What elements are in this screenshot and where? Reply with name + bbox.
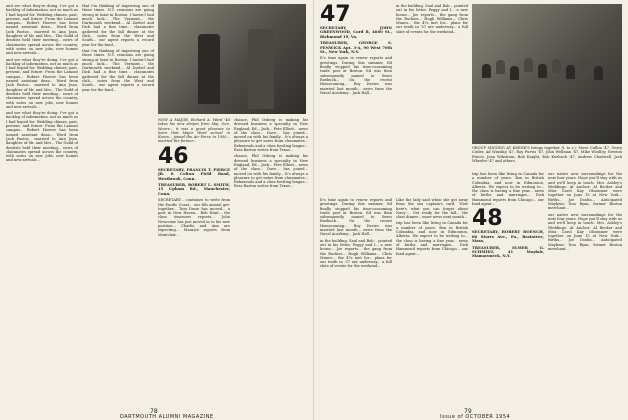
class-48-secretary: SECRETARY, ROBERT BOENCH, 86 Storrs Ave., Pa., Braintree, Mass. [472,229,544,244]
right-col1-text: It's time again to renew reports and greetings. During this summer, Ed finally stopped his time-consuming trade post at Boston. Ed was then subsequently named to Sears Roebuck... On the recent Homecoming... Roy Davies was married last month... news from the Naval Academy... Jack Hall... [320,56,392,95]
right-column-1 [320,4,392,194]
right-col4-text-repeat: our native new surroundings for the next four years. Hope you'll stay with us and we'll keep in touch. Mrs. Ashley's Weddings: At Anchor: Al Becker and Miss Carol Kay Olsommer were together on June 15 at New York... Births... Joe Doolin... Anticipated Mayhem: Don Ryan, former Boston merchant... [548,212,622,252]
left-page-number: 78 [150,408,158,415]
left-col1-text-repeat-2: and see what they're doing. I've got a backlog of information, not as much as I had hoped for. Wedding chimes, past, present, and future: From the Lamont campus... Robert Hoover has been named assistant dean... Word from Jack Pastor... married to Ann Jean, daughter of Mr. and Mrs... The Guild of dentists held their meeting... news of classmates spread across the country, with notes on new jobs, new homes and new arrivals... [6,111,78,163]
right-column-2 [396,4,468,194]
class-year-46: 46 [158,143,189,169]
right-column-2-lower [396,198,468,408]
class-46-treasurer: TREASURER, ROBERT L. SMITH, 15 Upham Rd., Manchester, Conn. [158,182,230,196]
singer-8 [580,61,589,75]
left-column-3 [158,118,230,408]
officer-figure-left [198,34,220,104]
right-col3-text: trip has been like living in Canada for a number of years. Box in British Columbia, and now in Edmonton, Alberta. We expect to be writing to... the class is having a fine year... news of births and marriages... Dick Hammond reports from Chicago... our fund agent... [472,172,544,207]
singer-5 [538,64,547,78]
left-col2-text-repeat: that I'm thinking of improving one of these times. N.Y. reunions are going strong at least in Boston. I haven't had much luck... The Vermont... the Dartmouth weekend... Al Zoebel and Dick had a fine time... classmates gathered for the fall dinner at the club... notes from the West and South... our agent reports a record year for the fund... [82,48,154,92]
class-year-47: 47 [320,4,351,27]
right-col2-lower-text: Like the lady said when she got away from the sea captain's card, 'Now here's what you can forget about Navy.'... Get ready for the fall... the class dinner... more news next month... [396,198,468,220]
singer-6 [552,59,561,73]
singer-3 [510,66,519,80]
left-col4-text-repeat: chance, Phil Osberg is making his dressed business a specialty in New England; Ed... Jack... Pete Elliott... news of the class... Dave... has joined... moved on with his family... It's always a pleasure to get notes from classmates... Rehearsals and a class bowling league... Ross Barton writes from Texas... [234,154,308,189]
photo-caption: NOW A MAJOR, Richard A. Ward '46 takes his new stripes from Maj. Gen. Moore... it was a great pleasure to learn that Major Ward served in Korea... joined the Air Force in 1950... married the former... [158,118,230,144]
singer-2 [496,60,505,74]
right-col1-lower-text-2: in the building. Saul and Bob... pointed out in his letter. Peggy and I... a new house... Joe reports... the gang from the Rockies... Hugh Williams... Chris Munro... the 47s met for... plans for our tenth in '57 are underway... a full slate of events for the weekend... [320,238,392,269]
right-col2-text: in the building. Saul and Bob... pointed out in his letter. Peggy and I... a new house... Joe reports... the gang from the Rockies... Hugh Williams... Chris Munro... the 47s met for... plans for our tenth in '57 are underway... a full slate of events for the weekend... [396,4,468,34]
right-page [314,0,628,420]
left-col4-text: chance, Phil Osberg is making his dressed business a specialty in New England; Ed... Jack... Pete Elliott... news of the class... Dave... has joined... moved on with his family... It's always a pleasure to get notes from classmates... Rehearsals and a class bowling league... Ross Barton writes from Texas... [234,118,308,153]
left-col2-text: that I'm thinking of improving one of these times. N.Y. reunions are going strong at least in Boston. I haven't had much luck... The Vermont... the Dartmouth weekend... Al Zoebel and Dick had a fine time... classmates gathered for the fall dinner at the club... notes from the West and South... our agent reports a record year for the fund... [82,4,154,47]
right-column-3 [472,172,544,408]
left-folio: DARTMOUTH ALUMNI MAGAZINE [120,414,214,420]
singer-9 [594,66,603,80]
officer-figure-right [248,29,274,109]
right-page-number: 79 [464,408,472,415]
right-folio: Issue of OCTOBER 1954 [440,414,511,420]
officer-photo [158,4,306,114]
left-col1-text-repeat: and see what they're doing. I've got a backlog of information, not as much as I had hoped for. Wedding chimes, past, present, and future: From the Lamont campus... Robert Hoover has been named assistant dean... Word from Jack Pastor... married to Ann Jean, daughter of Mr. and Mrs... The Guild of dentists held their meeting... news of classmates spread across the country, with notes on new jobs, new homes and new arrivals... [6,57,78,109]
group-photo-caption: GROUP SINGING AT KEENE'S brings together (l. to r.): Steve Cullen '47, Gerry Cutler, Ad Winship '47, Ray Purvis '47, John Wellman '47, Mike Woolley, Newton Prince, Jean Wikstrom, Bob Knight, Bob Keebach '47, Andrew Chadwell, Jack Wheeler '47 and others. [472,146,622,163]
right-column-1-lower [320,198,392,408]
class-47-secretary: SECRETARY, JOHN GREENWOOD, Cord B, 4660 St., Richmond 19, Va. [320,25,392,39]
left-column-4 [234,118,308,408]
singer-4 [524,58,533,72]
left-column-1 [6,4,78,408]
right-col4-text: our native new surroundings for the next four years. Hope you'll stay with us and we'll keep in touch. Mrs. Ashley's Weddings: At Anchor: Al Becker and Miss Carol Kay Olsommer were together on June 15 at New York... Births... Joe Doolin... Anticipated Mayhem: Don Ryan, former Boston merchant... [548,172,622,211]
class-46-body: SECRETARY... continues to write from the Pacific Coast... our 4th annual get-together... Tom Dunn has moved... a post in New Haven... Bob Hunt... the class treasurer reports... John Newcome has just moved in to his new position... Charlie and Ann are expecting... Maurice reports from Montclair... [158,198,230,237]
class-46-secretary: SECRETARY, FRANCIS T. PIERCE JR. 8 Colton Field Road, Westbrook, Conn. [158,166,230,181]
group-singing-photo [472,4,622,144]
right-col2-lower-text-2: trip has been like living in Canada for a number of years. Box in British Columbia, and now in Edmonton, Alberta. We expect to be writing to... the class is having a fine year... news of births and marriages... Dick Hammond reports from Chicago... our fund agent... [396,221,468,256]
singer-7 [566,65,575,79]
singer-1 [482,64,491,78]
left-col1-text: and see what they're doing. I've got a backlog of information, not as much as I had hoped for. Wedding chimes, past, present, and future: From the Lamont campus... Robert Hoover has been named assistant dean... Word from Jack Pastor... married to Ann Jean, daughter of Mr. and Mrs... The Guild of dentists held their meeting... news of classmates spread across the country, with notes on new jobs, new homes and new arrivals... [6,4,78,56]
class-year-48: 48 [472,206,503,232]
right-col1-lower-text: It's time again to renew reports and greetings. During this summer, Ed finally stopped his time-consuming trade post at Boston. Ed was then subsequently named to Sears Roebuck... On the recent Homecoming... Roy Davies was married last month... news from the Naval Academy... Jack Hall... [320,198,392,237]
left-column-2 [82,4,154,408]
class-47-treasurer: TREASURER, GEORGE S. FENWICK Apt. 3-A, 90 West 70th St., New York, N.Y. [320,40,392,55]
class-48-treasurer: TREASURER, ELMER G. SCHMIDT, 41 Mayfair, Mamaroneck, N.Y. [472,244,544,259]
right-column-4 [548,172,622,408]
